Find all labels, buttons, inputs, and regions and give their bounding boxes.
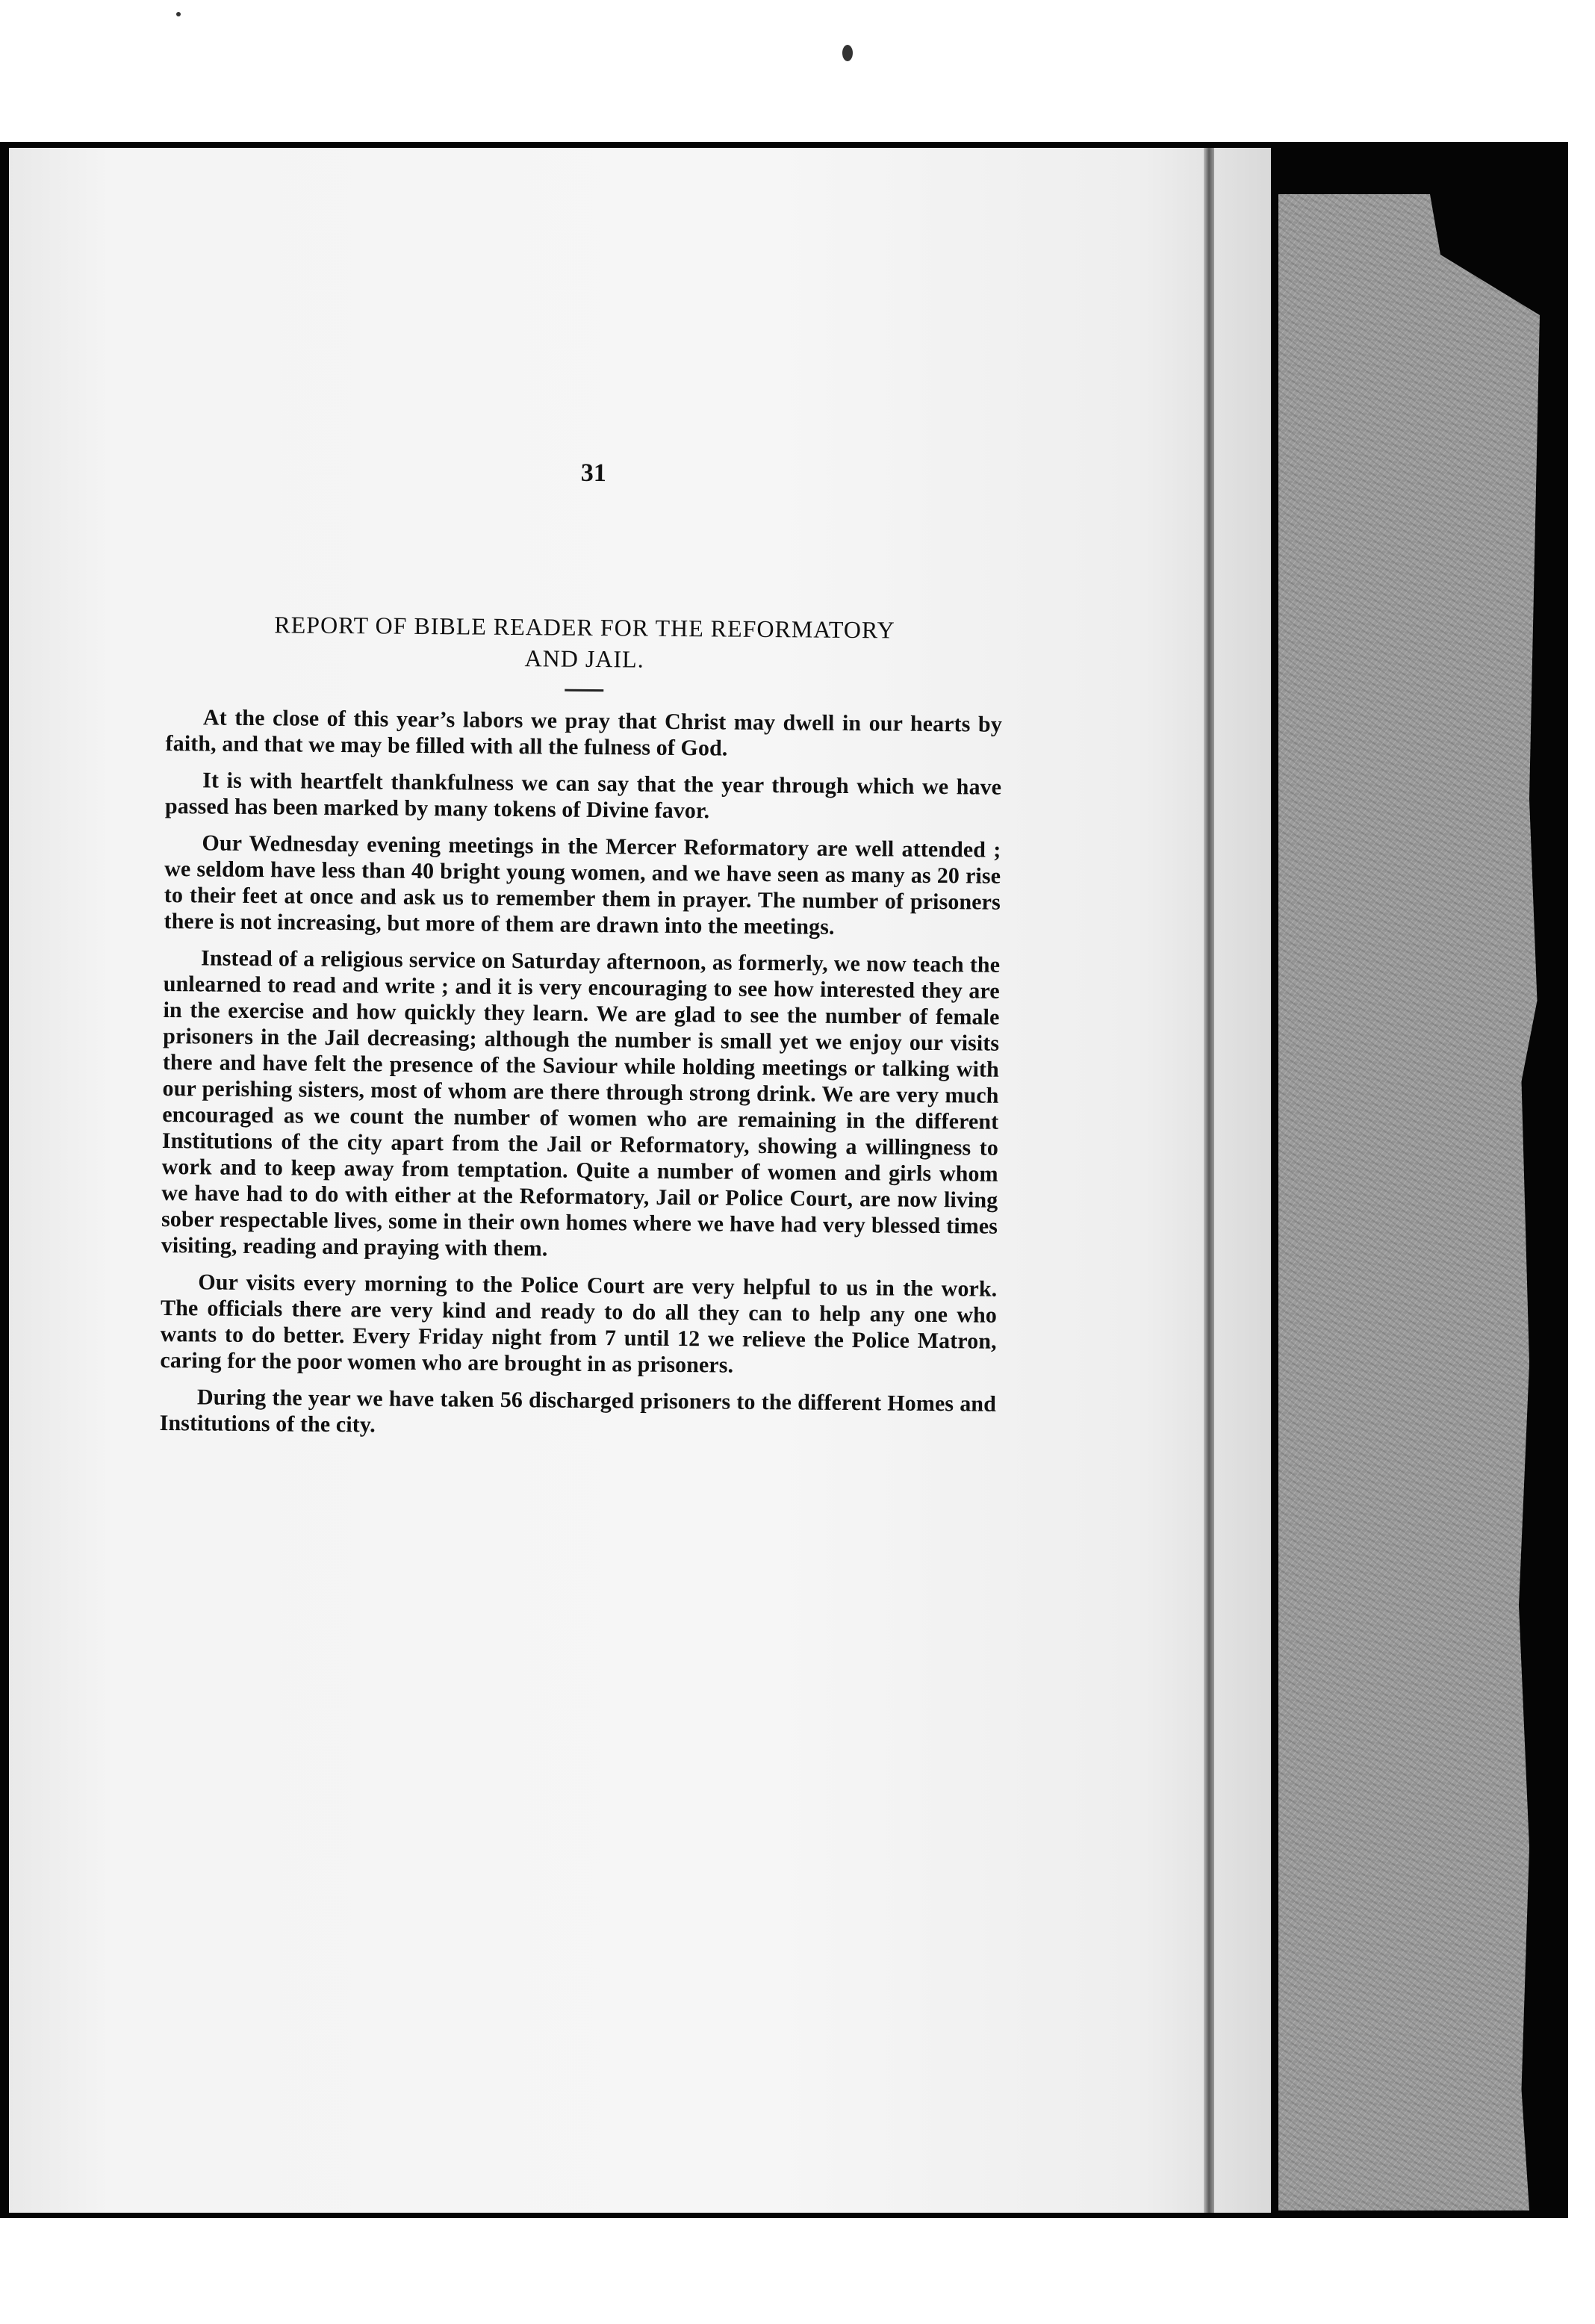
adjacent-page-edge — [1278, 194, 1540, 2210]
paragraph-4: Instead of a religious service on Saturday afternoon, as formerly, we now teach the unlearned to read and write ; and it is very encouraging to see how interested they are in the exercise and how quickly they learn. We are glad to see the number of female prisoners in the Jail decreasing; although the number is small yet we enjoy our visits there and have felt the presence of the Saviour while holding meetings or talking with our perishing sisters, most of whom are there through strong drink. We are very much encouraged as we count the number of women who are remaining in the different Institutions of the city apart from the Jail or Reformatory, showing a willingness to work and to keep away from temptation. Quite a number of women and girls whom we have had to do with either at the Reformatory, Jail or Police Court, are now living sober respectable lives, some in their own homes where we have had very blessed times visiting, reading and praying with them. — [161, 945, 1001, 1261]
page-number: 31 — [580, 459, 606, 488]
paragraph-1: At the close of this year’s labors we pray that Christ may dwell in our hearts by faith, and that we may be filled with all the fulness of God. — [165, 705, 1003, 761]
paper-texture — [1278, 194, 1540, 2210]
paragraph-5: Our visits every morning to the Police Court are very helpful to us in the work. The officials there are very kind and ready to do all they can to help any one who wants to do better. Every Friday night from 7 until 12 we relieve the Police Matron, caring for the poor women who are brought in as prisoners. — [160, 1270, 998, 1378]
report-title — [166, 608, 1003, 678]
title-line-1: REPORT OF BIBLE READER FOR THE REFORMATORY — [274, 611, 895, 644]
film-speck — [842, 45, 853, 61]
page-gutter — [1204, 148, 1214, 2213]
title-divider — [565, 689, 603, 692]
paragraph-6: During the year we have taken 56 discharged prisoners to the different Homes and Institutions of the city. — [159, 1385, 997, 1438]
paragraph-2: It is with heartfelt thankfulness we can say that the year through which we have passed has been marked by many tokens of Divine favor. — [164, 768, 1002, 824]
page-content — [159, 456, 1004, 1454]
paragraph-3: Our Wednesday evening meetings in the Mercer Reformatory are well attended ; we seldom have less than 40 bright young women, and we have seen as many as 20 rise to their feet at once and ask us to remember them in prayer. The number of prisoners there is not increasing, but more of them are drawn into the meetings. — [164, 830, 1001, 939]
title-line-2: AND JAIL. — [524, 644, 644, 673]
film-speck — [176, 12, 181, 16]
